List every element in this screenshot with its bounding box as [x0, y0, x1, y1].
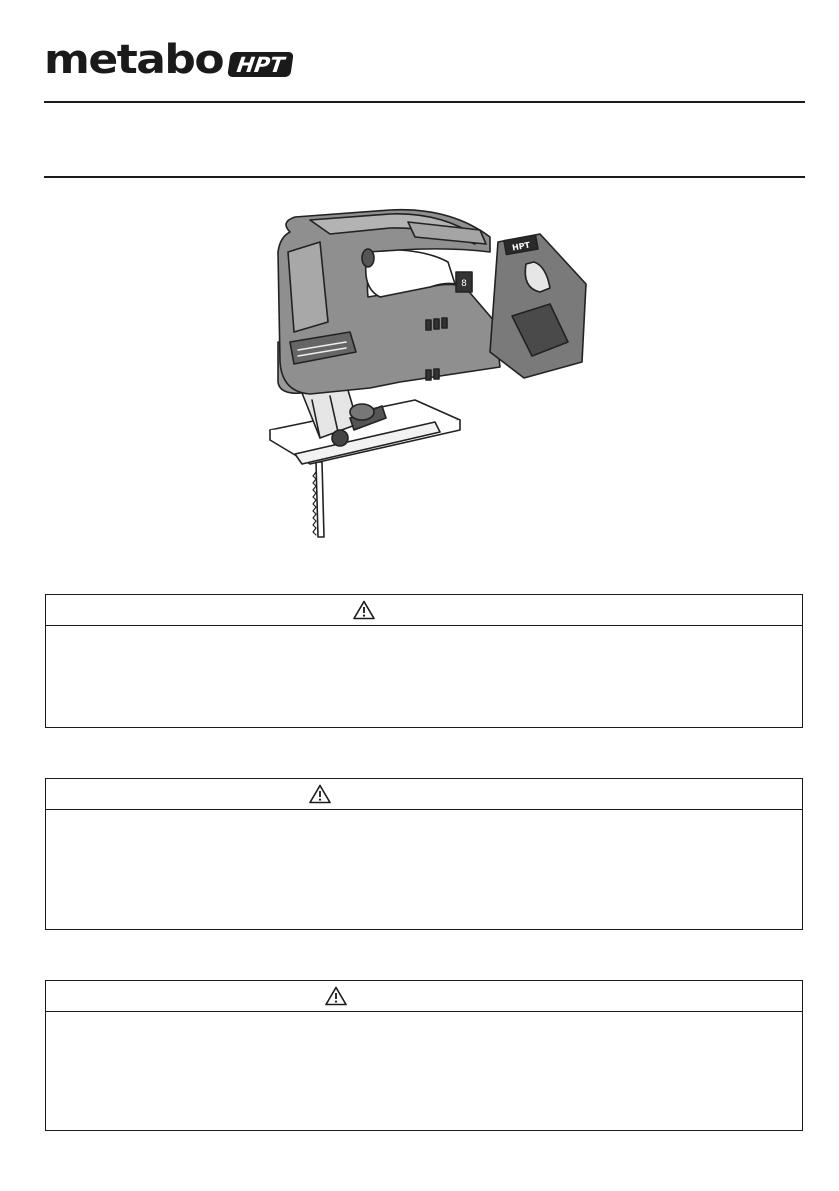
warning-box-2 — [45, 778, 803, 930]
header-top-rule — [44, 101, 805, 103]
warning-header-3 — [46, 981, 802, 1012]
warning-box-1 — [45, 594, 803, 728]
brand-wordmark: metabo — [44, 36, 224, 83]
brand-badge: HPT — [227, 52, 294, 77]
warning-box-3 — [45, 980, 803, 1131]
warning-header-1 — [46, 595, 802, 626]
warning-triangle-icon — [309, 784, 331, 804]
brand-logo — [44, 36, 292, 83]
warning-triangle-icon — [325, 986, 347, 1006]
svg-text:8: 8 — [461, 279, 467, 289]
cordless-jigsaw-illustration — [250, 192, 590, 542]
warning-header-2 — [46, 779, 802, 810]
battery-label: HPT — [511, 240, 531, 253]
warning-triangle-icon — [353, 600, 375, 620]
header-bottom-rule — [44, 176, 805, 178]
